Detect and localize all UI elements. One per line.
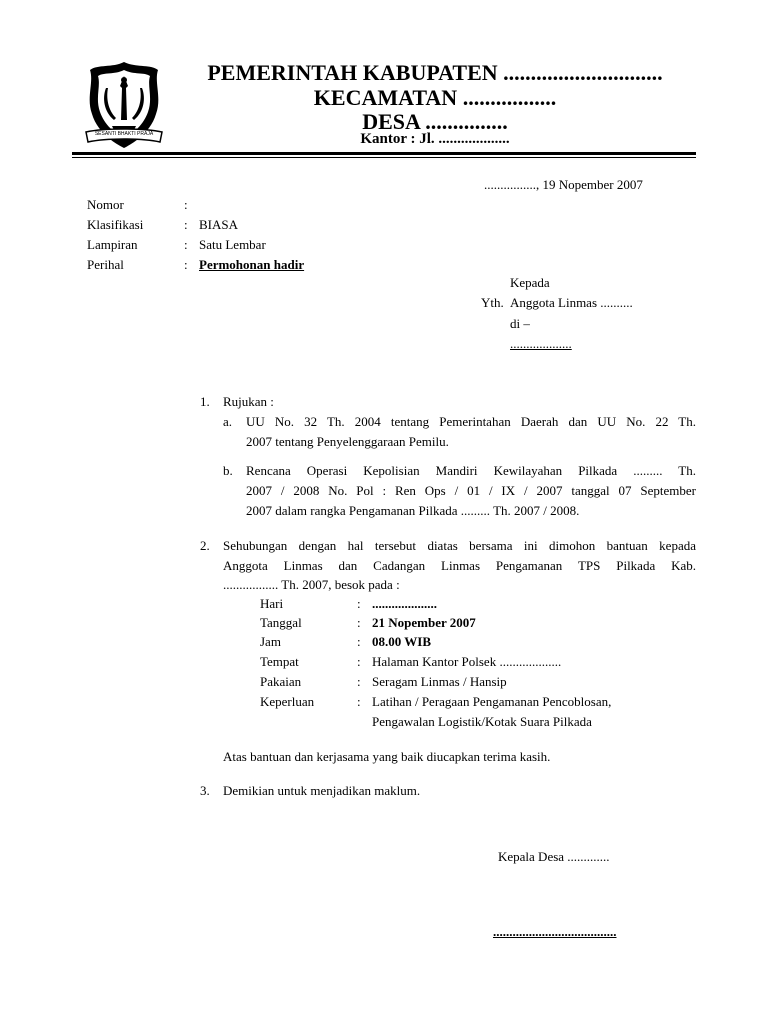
point-1b-line-1: Rencana Operasi Kepolisian Mandiri Kewilayahan Pilkada ......... Th.: [246, 463, 696, 478]
schedule-colon: :: [357, 654, 361, 669]
meta-value-perihal: Permohonan hadir: [199, 257, 305, 272]
point-1b-line-3: 2007 dalam rangka Pengamanan Pilkada ......... Th. 2007 / 2008.: [246, 503, 580, 518]
point-1a-line-2: 2007 tentang Penyelenggaraan Pemilu.: [246, 434, 449, 449]
schedule-value-jam: 08.00 WIB: [372, 634, 431, 649]
point-1a-letter: a.: [223, 414, 233, 429]
meta-colon: :: [184, 217, 188, 232]
signature-name: ......................................: [493, 924, 617, 939]
schedule-value-keperluan: Latihan / Peragaan Pengamanan Pencoblosan,: [372, 694, 612, 709]
letter-date: ................, 19 Nopember 2007: [484, 177, 643, 192]
thanks-text: Atas bantuan dan kerjasama yang baik diucapkan terima kasih.: [223, 749, 551, 764]
point-2-number: 2.: [200, 538, 210, 553]
letterhead-rule-thin: [72, 157, 696, 158]
schedule-label-pakaian: Pakaian: [260, 674, 302, 689]
schedule-label-keperluan: Keperluan: [260, 694, 315, 709]
recipient-place: ...................: [510, 336, 572, 351]
recipient-yth: Yth.: [481, 295, 504, 310]
schedule-colon: :: [357, 615, 361, 630]
meta-value-lampiran: Satu Lembar: [199, 237, 266, 252]
schedule-colon: :: [357, 596, 361, 611]
schedule-value-keperluan-cont: Pengawalan Logistik/Kotak Suara Pilkada: [372, 714, 592, 729]
schedule-value-tempat: Halaman Kantor Polsek ...................: [372, 654, 562, 669]
meta-colon: :: [184, 237, 188, 252]
point-3-number: 3.: [200, 783, 210, 798]
emblem-ribbon-text: SESANTI BHAKTI PRAJA: [94, 131, 154, 137]
schedule-label-tanggal: Tanggal: [260, 615, 302, 630]
recipient-kepada: Kepada: [510, 275, 550, 290]
schedule-colon: :: [357, 634, 361, 649]
meta-colon: :: [184, 257, 188, 272]
signature-title: Kepala Desa .............: [498, 849, 610, 864]
letterhead-rule-thick: [72, 152, 696, 155]
meta-label-perihal: Perihal: [87, 257, 124, 272]
meta-colon: :: [184, 197, 188, 212]
meta-label-lampiran: Lampiran: [87, 237, 138, 252]
letterhead-office-address: Kantor : Jl. ...................: [360, 131, 510, 147]
point-1b-letter: b.: [223, 463, 233, 478]
meta-value-klasifikasi: BIASA: [199, 217, 239, 232]
recipient-di: di –: [510, 316, 530, 331]
point-2-line-1: Sehubungan dengan hal tersebut diatas bersama ini dimohon bantuan kepada: [223, 538, 696, 553]
meta-label-klasifikasi: Klasifikasi: [87, 217, 144, 232]
schedule-value-hari: ....................: [372, 596, 437, 611]
schedule-colon: :: [357, 674, 361, 689]
schedule-value-tanggal: 21 Nopember 2007: [372, 615, 476, 630]
schedule-label-hari: Hari: [260, 596, 284, 611]
point-1-title: Rujukan :: [223, 394, 274, 409]
point-1b-line-2: 2007 / 2008 No. Pol : Ren Ops / 01 / IX / 2007 tanggal 07 September: [246, 483, 696, 498]
point-2-line-3: ................. Th. 2007, besok pada :: [223, 577, 400, 592]
schedule-label-tempat: Tempat: [260, 654, 299, 669]
schedule-label-jam: Jam: [260, 634, 281, 649]
meta-label-nomor: Nomor: [87, 197, 124, 212]
point-1a-line-1: UU No. 32 Th. 2004 tentang Pemerintahan Daerah dan UU No. 22 Th.: [246, 414, 696, 429]
letterhead-district: KECAMATAN .................: [313, 85, 557, 110]
point-3-text: Demikian untuk menjadikan maklum.: [223, 783, 421, 798]
schedule-colon: :: [357, 694, 361, 709]
point-1-number: 1.: [200, 394, 210, 409]
recipient-name: Anggota Linmas ..........: [510, 295, 633, 310]
schedule-value-pakaian: Seragam Linmas / Hansip: [372, 674, 507, 689]
point-2-line-2: Anggota Linmas dan Cadangan Linmas Pengamanan TPS Pilkada Kab.: [223, 558, 696, 573]
letterhead-regency: PEMERINTAH KABUPATEN .............................: [207, 60, 663, 85]
letterhead-village: DESA ...............: [362, 109, 508, 134]
